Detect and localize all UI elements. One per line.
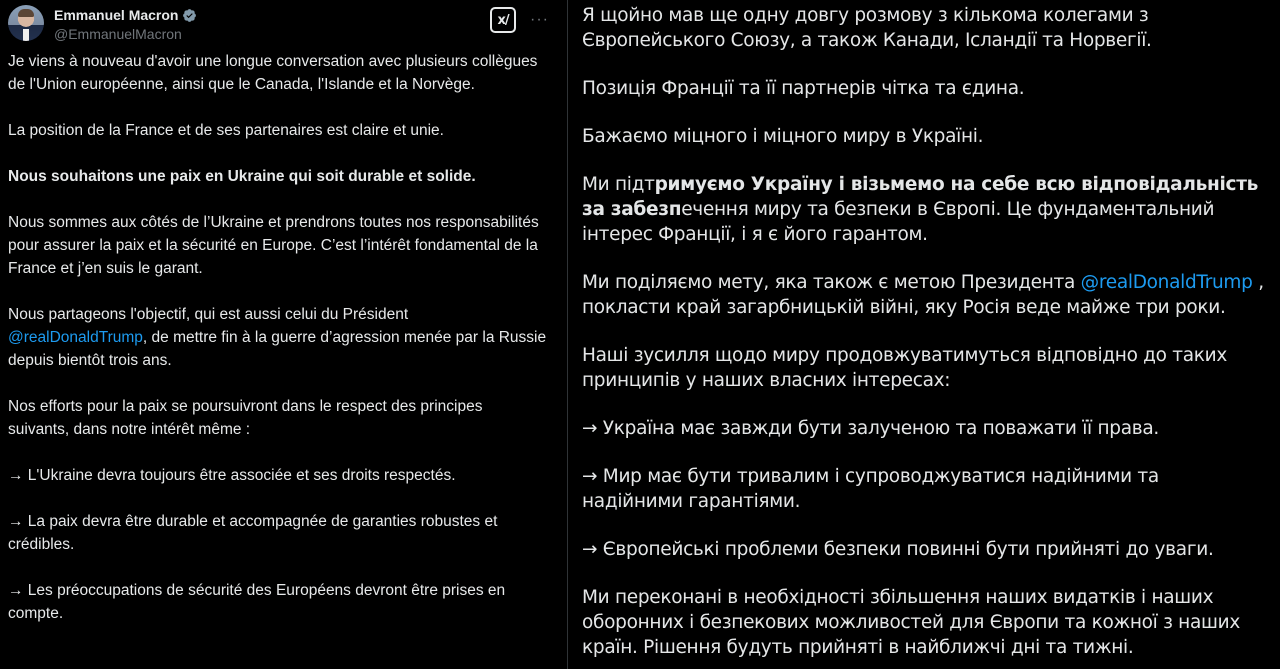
translation-paragraph: Ми переконані в необхідності збільшення наших видатків і наших оборонних і безпекових можливостей для Європи та кожної з наших країн. Рішення будуть прийняті в найближчі дні та тижні. — [582, 587, 1241, 658]
name-row — [54, 7, 197, 23]
tweet-paragraph: Nous sommes aux côtés de l’Ukraine et prendrons toutes nos responsabilités pour assurer la paix et la sécurité en Europe. C’est l’intérêt fondamental de la France et j’en suis le garant. — [8, 214, 539, 277]
paragraph-text: , de mettre fin à la guerre d’agression menée par la Russie depuis bientôt trois ans. — [8, 329, 547, 369]
translation-panel — [568, 0, 1280, 669]
translation-paragraph: Позиція Франції та її партнерів чітка та єдина. — [582, 78, 1025, 99]
tweet-paragraph-bold: Nous souhaitons une paix en Ukraine qui soit durable et solide. — [8, 168, 476, 185]
tweet-header — [8, 0, 567, 50]
tweet-header-actions — [490, 5, 567, 33]
translation-paragraph: Наші зусилля щодо миру продовжуватимуться відповідно до таких принципів у наших власних інтересах: — [582, 345, 1228, 391]
translation-text — [582, 3, 1280, 660]
author-display-name[interactable]: Emmanuel Macron — [54, 7, 179, 23]
verified-badge-icon — [182, 8, 197, 23]
tweet-bullet: → La paix devra être durable et accompagnée de garanties robustes et crédibles. — [8, 513, 498, 553]
paragraph-text: ечення миру та безпеки в Європі. Це фундаментальний інтерес Франції, і я є його гарантом. — [582, 199, 1215, 245]
tweet-paragraph: La position de la France et de ses partenaires est claire et unie. — [8, 122, 444, 139]
paragraph-text: Nous partageons l'objectif, qui est aussi celui du Président — [8, 306, 409, 323]
translation-paragraph-partial-bold — [582, 172, 1264, 247]
translation-bullet: → Європейські проблеми безпеки повинні бути прийняті до уваги. — [582, 539, 1214, 560]
more-options-button[interactable]: ··· — [530, 11, 549, 28]
mention-link[interactable]: @realDonaldTrump — [1080, 272, 1253, 293]
grok-icon: x/ — [497, 12, 509, 28]
tweet-text — [8, 50, 567, 625]
translation-paragraph-with-mention — [582, 270, 1264, 320]
tweet-paragraph: Je viens à nouveau d'avoir une longue conversation avec plusieurs collègues de l'Union européenne, ainsi que le Canada, l'Islande et la Norvège. — [8, 53, 538, 93]
tweet-bullet: → Les préoccupations de sécurité des Européens devront être prises en compte. — [8, 582, 506, 622]
original-tweet — [0, 0, 567, 669]
grok-button[interactable] — [490, 7, 516, 33]
author-info — [54, 5, 197, 42]
tweet-bullet: → L'Ukraine devra toujours être associée et ses droits respectés. — [8, 467, 456, 484]
translation-bullet: → Мир має бути тривалим і супроводжуватися надійними та надійними гарантіями. — [582, 466, 1159, 512]
author-handle[interactable]: @EmmanuelMacron — [54, 26, 182, 42]
tweet-paragraph-with-mention — [8, 303, 547, 372]
paragraph-bold-text: римуємо Україну і візьмемо на себе всю відповідальність за забезп — [582, 174, 1259, 220]
avatar[interactable] — [8, 5, 44, 41]
paragraph-text: , покласти край загарбницькій війні, яку Росія веде майже три роки. — [582, 272, 1264, 318]
translation-paragraph: Бажаємо міцного і міцного миру в Україні. — [582, 126, 984, 147]
mention-link[interactable]: @realDonaldTrump — [8, 329, 143, 346]
paragraph-text: Ми поділяємо мету, яка також є метою Президента — [582, 272, 1081, 293]
translation-bullet: → Україна має завжди бути залученою та поважати її права. — [582, 418, 1159, 439]
paragraph-text: Ми підт — [582, 174, 655, 195]
tweet-paragraph: Nos efforts pour la paix se poursuivront dans le respect des principes suivants, dans notre intérêt même : — [8, 398, 483, 438]
translation-paragraph: Я щойно мав ще одну довгу розмову з кількома колегами з Європейського Союзу, а також Канади, Ісландії та Норвегії. — [582, 5, 1152, 51]
